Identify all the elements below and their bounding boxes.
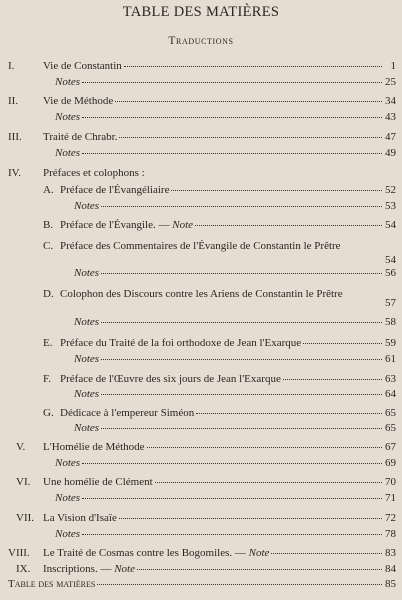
- entry-label: Notes: [74, 353, 100, 365]
- entry-label: Notes: [55, 492, 81, 504]
- entry-page: 61: [385, 353, 396, 365]
- leader-dots: [115, 93, 382, 102]
- entry-label: Colophon des Discours contre les Ariens de Constantin le Prêtre: [60, 288, 343, 300]
- entry-page: 84: [385, 563, 396, 575]
- entry-page: 25: [385, 76, 396, 88]
- leader-dots: [124, 58, 382, 67]
- entry-label: Notes: [55, 111, 81, 123]
- leader-dots: [101, 420, 382, 429]
- leader-dots: [119, 510, 382, 519]
- entry-page: 57: [385, 297, 396, 309]
- entry-number: II.: [8, 95, 19, 107]
- leader-dots: [101, 386, 382, 395]
- entry-number: F.: [43, 373, 51, 385]
- leader-dots: [82, 109, 382, 118]
- entry-page: 69: [385, 457, 396, 469]
- entry-page: 54: [385, 254, 396, 266]
- entry-number: VIII.: [8, 547, 30, 559]
- entry-page: 70: [385, 476, 396, 488]
- leader-dots: [82, 526, 382, 535]
- leader-dots: [82, 74, 382, 83]
- entry-number: A.: [43, 184, 54, 196]
- entry-label: Notes: [55, 147, 81, 159]
- entry-page: 71: [385, 492, 396, 504]
- leader-dots: [101, 198, 382, 207]
- leader-dots: [101, 351, 382, 360]
- entry-page: 47: [385, 131, 396, 143]
- entry-page: 65: [385, 407, 396, 419]
- entry-label: Notes: [55, 76, 81, 88]
- entry-page: 1: [390, 60, 396, 72]
- entry-page: 83: [385, 547, 396, 559]
- section-subtitle: Traductions: [168, 35, 234, 47]
- entry-label: Inscriptions. — Note: [43, 563, 135, 575]
- entry-number: III.: [8, 131, 22, 143]
- leader-dots: [303, 335, 382, 344]
- entry-label: Notes: [74, 422, 100, 434]
- entry-page: 65: [385, 422, 396, 434]
- entry-label: Préface du Traité de la foi orthodoxe de Jean l'Exarque: [60, 337, 302, 349]
- entry-page: 85: [385, 578, 396, 590]
- entry-number: IV.: [8, 167, 21, 179]
- entry-label: Notes: [74, 267, 100, 279]
- entry-label: Notes: [55, 528, 81, 540]
- entry-label: Préface de l'Évangéliaire: [60, 184, 170, 196]
- leader-dots: [119, 129, 382, 138]
- leader-dots: [171, 182, 382, 191]
- entry-label: Vie de Constantin: [43, 60, 122, 72]
- entry-page: 52: [385, 184, 396, 196]
- leader-dots: [195, 217, 382, 226]
- leader-dots: [271, 545, 382, 554]
- entry-label: Notes: [74, 388, 100, 400]
- entry-label: Notes: [55, 457, 81, 469]
- entry-label: Une homélie de Clément: [43, 476, 153, 488]
- entry-label: Notes: [74, 316, 100, 328]
- entry-note-label: Note: [248, 547, 270, 559]
- entry-label: Vie de Méthode: [43, 95, 114, 107]
- leader-dots: [283, 371, 382, 380]
- entry-number: D.: [43, 288, 54, 300]
- entry-label: Préface de l'Évangile. — Note: [60, 219, 194, 231]
- entry-page: 43: [385, 111, 396, 123]
- entry-note-label: Note: [114, 563, 135, 575]
- leader-dots: [82, 145, 382, 154]
- leader-dots: [137, 561, 382, 570]
- entry-number: G.: [43, 407, 54, 419]
- entry-number: IX.: [16, 563, 31, 575]
- entry-number: VII.: [16, 512, 35, 524]
- entry-page: 56: [385, 267, 396, 279]
- leader-dots: [101, 265, 382, 274]
- leader-dots: [147, 439, 382, 448]
- leader-dots: [101, 314, 382, 323]
- entry-number: E.: [43, 337, 53, 349]
- leader-dots: [82, 490, 382, 499]
- entry-label: Table des matières: [8, 578, 96, 590]
- entry-page: 67: [385, 441, 396, 453]
- entry-label: La Vision d'Isaïe: [43, 512, 117, 524]
- leader-dots: [97, 576, 382, 585]
- entry-page: 59: [385, 337, 396, 349]
- entry-note-label: Note: [172, 219, 194, 231]
- entry-page: 64: [385, 388, 396, 400]
- entry-page: 78: [385, 528, 396, 540]
- entry-number: I.: [8, 60, 15, 72]
- entry-page: 63: [385, 373, 396, 385]
- entry-page: 72: [385, 512, 396, 524]
- entry-label: Notes: [74, 200, 100, 212]
- entry-label: Le Traité de Cosmas contre les Bogomiles. — Note: [43, 547, 270, 559]
- entry-page: 58: [385, 316, 396, 328]
- entry-label: Préfaces et colophons :: [43, 167, 145, 179]
- entry-label: Traité de Chrabr.: [43, 131, 118, 143]
- leader-dots: [82, 455, 382, 464]
- leader-dots: [155, 474, 382, 483]
- entry-label: Préface de l'Œuvre des six jours de Jean l'Exarque: [60, 373, 281, 385]
- entry-number: V.: [16, 441, 26, 453]
- entry-page: 54: [385, 219, 396, 231]
- entry-number: C.: [43, 240, 54, 252]
- entry-number: B.: [43, 219, 54, 231]
- page-title: TABLE DES MATIÈRES: [122, 4, 280, 20]
- entry-page: 53: [385, 200, 396, 212]
- entry-number: VI.: [16, 476, 31, 488]
- entry-label: L'Homélie de Méthode: [43, 441, 145, 453]
- entry-label: Préface des Commentaires de l'Évangile de Constantin le Prêtre: [60, 240, 341, 252]
- leader-dots: [196, 405, 382, 414]
- entry-label: Dédicace à l'empereur Siméon: [60, 407, 195, 419]
- entry-page: 49: [385, 147, 396, 159]
- entry-page: 34: [385, 95, 396, 107]
